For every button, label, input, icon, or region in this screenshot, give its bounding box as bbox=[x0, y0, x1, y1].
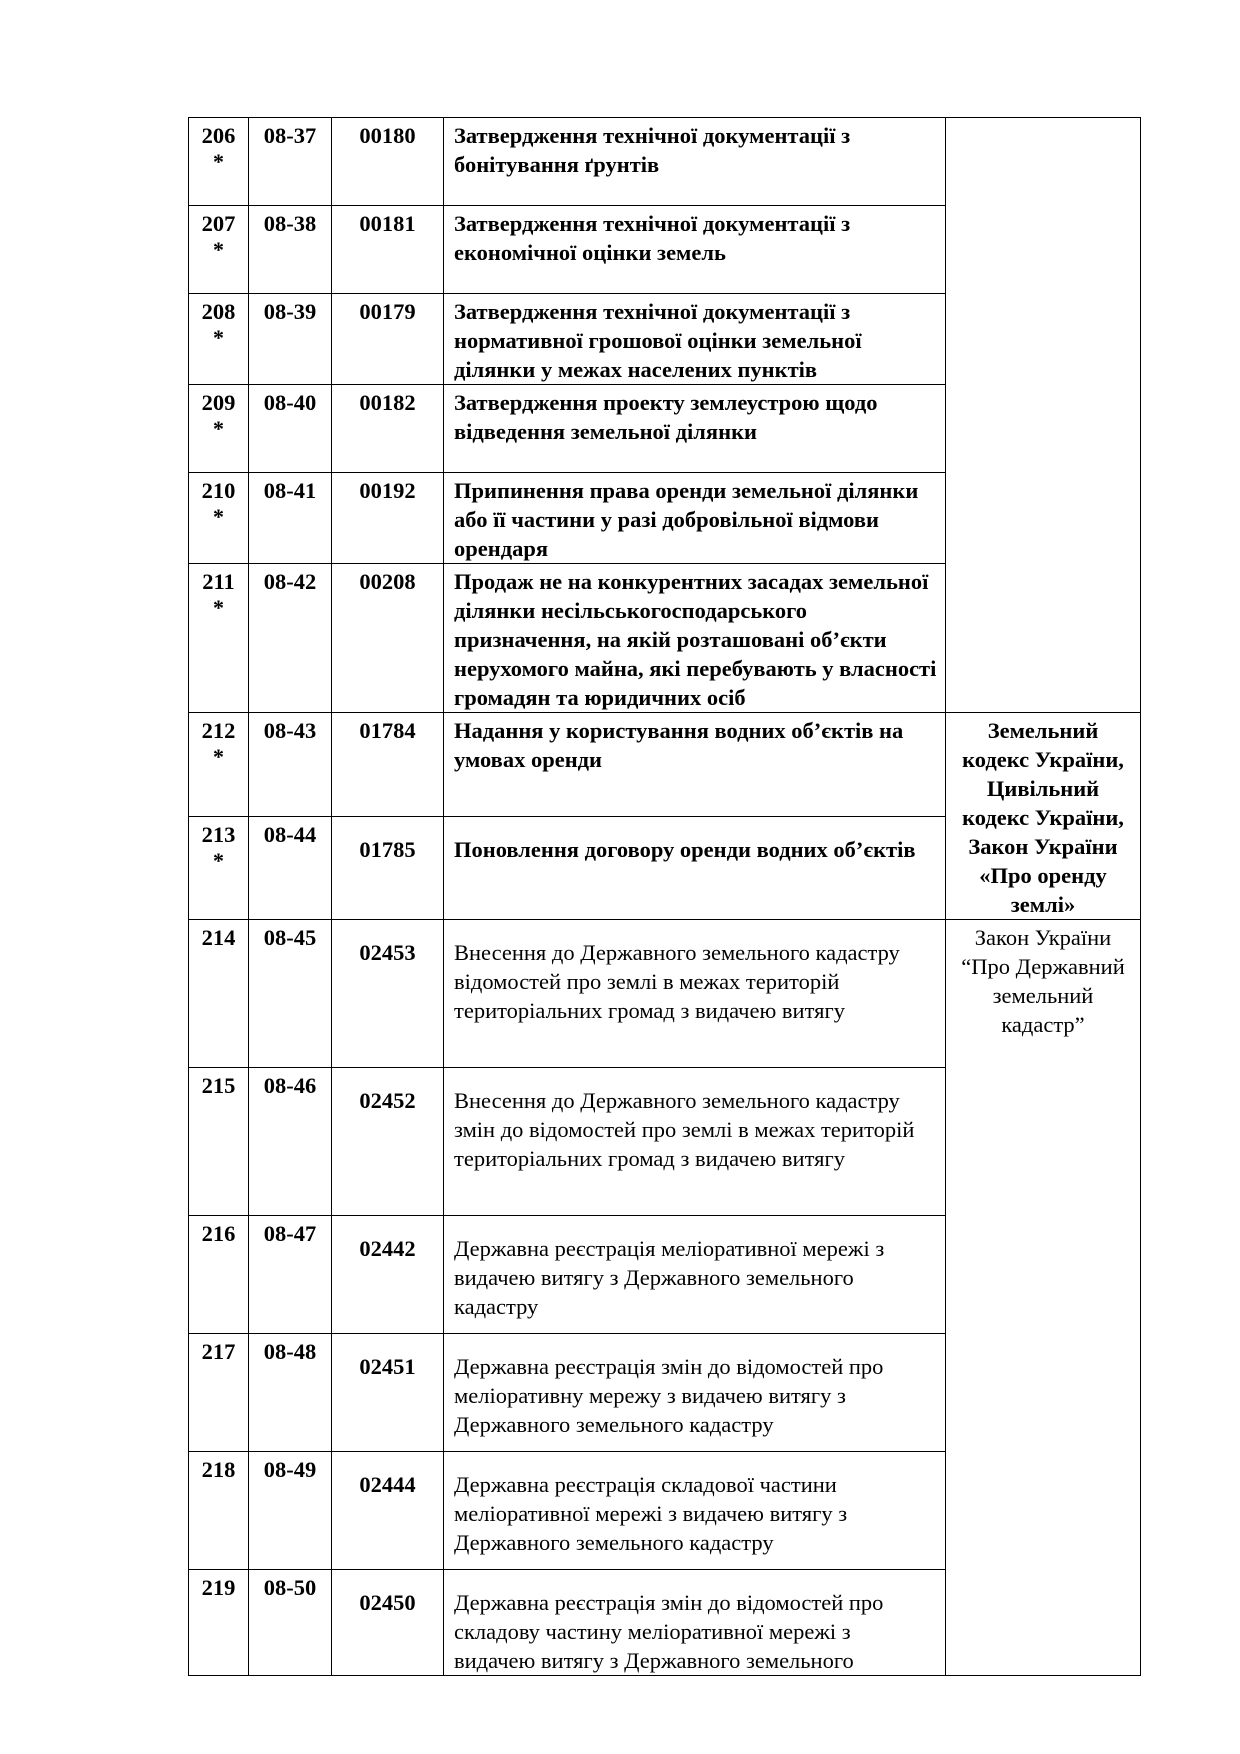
asterisk-mark: * bbox=[213, 237, 224, 262]
service-title: Затвердження проекту землеустрою щодо відведення земельної ділянки bbox=[444, 385, 946, 473]
service-code: 08-40 bbox=[249, 385, 332, 473]
table-row bbox=[189, 920, 1141, 1068]
service-title: Державна реєстрація меліоративної мережі з видачею витягу з Державного земельного кадастру bbox=[444, 1216, 946, 1334]
row-number: 219 bbox=[189, 1570, 249, 1676]
service-code: 08-46 bbox=[249, 1068, 332, 1216]
service-id: 00179 bbox=[332, 294, 444, 385]
asterisk-mark: * bbox=[213, 504, 224, 529]
service-id: 00181 bbox=[332, 206, 444, 294]
row-number: 206 * bbox=[189, 118, 249, 206]
asterisk-mark: * bbox=[213, 595, 224, 620]
service-code: 08-38 bbox=[249, 206, 332, 294]
row-number: 216 bbox=[189, 1216, 249, 1334]
service-code: 08-39 bbox=[249, 294, 332, 385]
row-number: 218 bbox=[189, 1452, 249, 1570]
asterisk-mark: * bbox=[213, 149, 224, 174]
table-row bbox=[189, 713, 1141, 817]
service-code: 08-37 bbox=[249, 118, 332, 206]
service-id: 00208 bbox=[332, 564, 444, 713]
service-id: 02450 bbox=[332, 1570, 444, 1676]
asterisk-mark: * bbox=[213, 325, 224, 350]
service-title: Поновлення договору оренди водних об’єктів bbox=[444, 816, 946, 920]
service-id: 01784 bbox=[332, 713, 444, 817]
service-code: 08-50 bbox=[249, 1570, 332, 1676]
service-id: 02453 bbox=[332, 920, 444, 1068]
asterisk-mark: * bbox=[213, 416, 224, 441]
service-code: 08-45 bbox=[249, 920, 332, 1068]
table-row bbox=[189, 118, 1141, 206]
row-number: 213 * bbox=[189, 816, 249, 920]
service-code: 08-41 bbox=[249, 473, 332, 564]
legal-basis-cell bbox=[946, 118, 1141, 713]
row-number: 212 * bbox=[189, 713, 249, 817]
row-number: 217 bbox=[189, 1334, 249, 1452]
service-id: 01785 bbox=[332, 816, 444, 920]
service-code: 08-44 bbox=[249, 816, 332, 920]
service-code: 08-43 bbox=[249, 713, 332, 817]
service-title: Затвердження технічної документації з економічної оцінки земель bbox=[444, 206, 946, 294]
legal-basis-cell: Земельний кодекс України, Цивільний кодекс України, Закон України «Про оренду землі» bbox=[946, 713, 1141, 920]
service-id: 00182 bbox=[332, 385, 444, 473]
service-title: Затвердження технічної документації з нормативної грошової оцінки земельної ділянки у межах населених пунктів bbox=[444, 294, 946, 385]
service-title: Внесення до Державного земельного кадастру змін до відомостей про землі в межах територій територіальних громад з видачею витягу bbox=[444, 1068, 946, 1216]
service-title: Затвердження технічної документації з бонітування ґрунтів bbox=[444, 118, 946, 206]
service-title: Державна реєстрація змін до відомостей про складову частину меліоративної мережі з видачею витягу з Державного земельного bbox=[444, 1570, 946, 1676]
legal-basis-cell: Закон України “Про Державний земельний кадастр” bbox=[946, 920, 1141, 1676]
row-number: 215 bbox=[189, 1068, 249, 1216]
row-number: 208 * bbox=[189, 294, 249, 385]
service-title: Державна реєстрація складової частини меліоративної мережі з видачею витягу з Державного земельного кадастру bbox=[444, 1452, 946, 1570]
service-code: 08-42 bbox=[249, 564, 332, 713]
row-number: 214 bbox=[189, 920, 249, 1068]
service-code: 08-49 bbox=[249, 1452, 332, 1570]
service-id: 02451 bbox=[332, 1334, 444, 1452]
service-title: Припинення права оренди земельної ділянки або її частини у разі добровільної відмови орендаря bbox=[444, 473, 946, 564]
service-id: 00180 bbox=[332, 118, 444, 206]
asterisk-mark: * bbox=[213, 847, 224, 873]
service-title: Внесення до Державного земельного кадастру відомостей про землі в межах територій територіальних громад з видачею витягу bbox=[444, 920, 946, 1068]
service-title: Державна реєстрація змін до відомостей про меліоративну мережу з видачею витягу з Державного земельного кадастру bbox=[444, 1334, 946, 1452]
service-id: 02452 bbox=[332, 1068, 444, 1216]
row-number: 210 * bbox=[189, 473, 249, 564]
row-number: 207 * bbox=[189, 206, 249, 294]
service-code: 08-47 bbox=[249, 1216, 332, 1334]
services-table bbox=[188, 117, 1141, 1676]
service-code: 08-48 bbox=[249, 1334, 332, 1452]
service-title: Надання у користування водних об’єктів на умовах оренди bbox=[444, 713, 946, 817]
service-title: Продаж не на конкурентних засадах земельної ділянки несільськогосподарського призначення, на якій розташовані об’єкти нерухомого майна, які перебувають у власності громадян та юридичних осіб bbox=[444, 564, 946, 713]
asterisk-mark: * bbox=[213, 744, 224, 769]
row-number: 209 * bbox=[189, 385, 249, 473]
service-id: 02442 bbox=[332, 1216, 444, 1334]
service-id: 02444 bbox=[332, 1452, 444, 1570]
service-id: 00192 bbox=[332, 473, 444, 564]
row-number: 211 * bbox=[189, 564, 249, 713]
